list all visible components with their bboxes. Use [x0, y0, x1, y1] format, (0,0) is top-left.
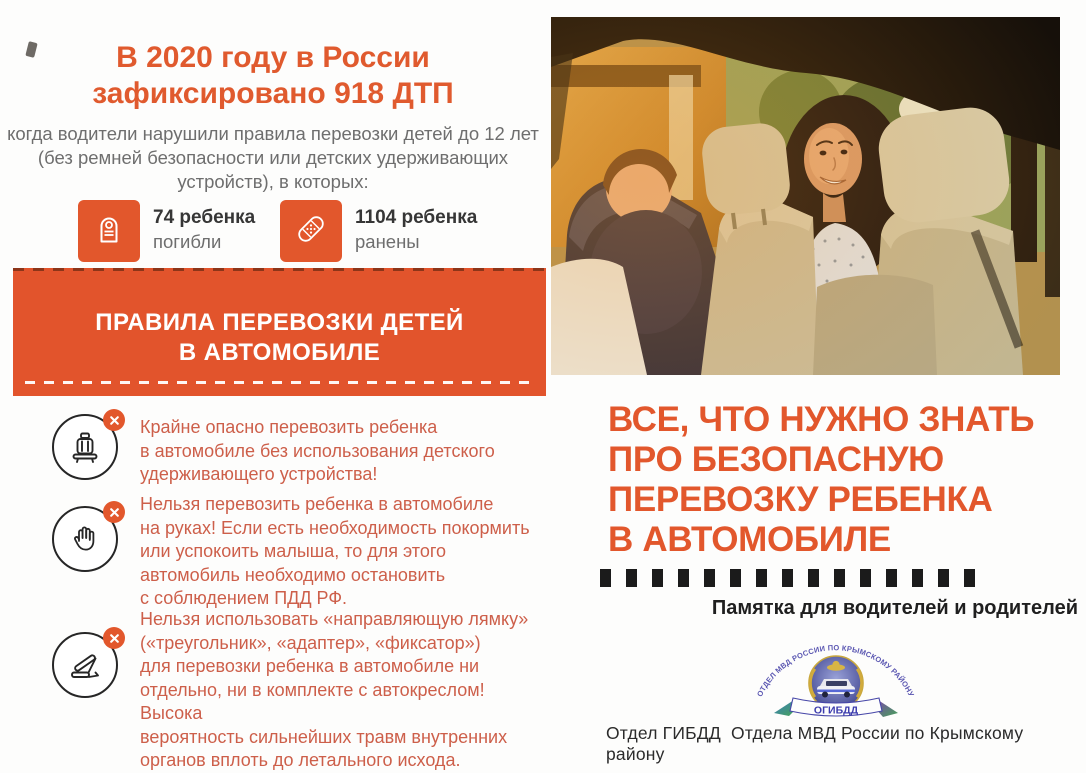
rule-2-text — [140, 493, 550, 611]
ogibdd-logo — [742, 636, 930, 726]
rule-3-text — [140, 608, 550, 773]
rule-line: Крайне опасно перевозить ребенка — [140, 417, 438, 437]
rule-line: на руках! Если есть необходимость покормить — [140, 517, 530, 538]
car-interior-photo — [551, 17, 1060, 375]
intro-line: устройств), в которых: — [177, 171, 369, 192]
stat-value: 74 ребенка — [153, 207, 256, 228]
rule-line: вероятность сильнейших травм внутренних — [140, 726, 508, 747]
rule-line: в автомобиле без использования детского — [140, 440, 495, 461]
rule-2-icon-wrap — [52, 506, 118, 572]
intro-text — [0, 122, 546, 194]
banner-title-line: В АВТОМОБИЛЕ — [178, 339, 381, 366]
right-headline-line: ПРО БЕЗОПАСНУЮ — [608, 440, 944, 479]
crosswalk-divider — [600, 569, 990, 587]
rules-banner-title — [13, 268, 546, 368]
cross-badge-icon — [103, 627, 125, 649]
rule-1-icon-wrap — [52, 414, 118, 480]
page-title-line: В 2020 году в России — [116, 41, 430, 74]
rule-1-text — [140, 416, 550, 487]
right-headline — [608, 400, 1078, 560]
rule-line: удерживающего устройства! — [140, 464, 378, 484]
intro-line: когда водители нарушили правила перевозки детей до 12 лет — [7, 123, 539, 144]
logo-arc-text: ОТДЕЛ МВД РОССИИ ПО КРЫМСКОМУ РАЙОНУ — [755, 643, 916, 699]
page-title-line: зафиксировано 918 ДТП — [92, 77, 454, 110]
footer-department: Отдел ГИБДД Отдела МВД России по Крымскому району — [606, 723, 1034, 764]
rule-line: для перевозки ребенка в автомобиле ни — [140, 656, 480, 676]
intro-line: (без ремней безопасности или детских удерживающих — [37, 147, 509, 168]
cross-badge-icon — [103, 409, 125, 431]
rules-banner — [13, 268, 546, 396]
rule-line: с соблюдением ПДД РФ. — [140, 588, 348, 608]
right-headline-line: ВСЕ, ЧТО НУЖНО ЗНАТЬ — [608, 400, 1035, 439]
cross-badge-icon — [103, 501, 125, 523]
right-headline-line: ПЕРЕВОЗКУ РЕБЕНКА — [608, 480, 993, 519]
rule-line: («треугольник», «адаптер», «фиксатор») — [140, 632, 481, 653]
stat-text — [355, 200, 477, 254]
stat-label: погибли — [153, 231, 222, 252]
banner-dashed-line — [25, 381, 534, 384]
right-headline-line: В АВТОМОБИЛЕ — [608, 520, 891, 559]
bandage-icon — [291, 209, 331, 254]
stat-value: 1104 ребенка — [355, 207, 478, 228]
tagline: Памятка для водителей и родителей — [711, 597, 1078, 619]
stat-died — [78, 200, 255, 262]
rule-line: Нельзя перевозить ребенка в автомобиле — [140, 494, 494, 514]
tombstone-icon — [89, 209, 129, 254]
stat-injured — [280, 200, 477, 262]
rule-line: или успокоить малыша, то для этого — [140, 541, 447, 561]
stat-tile — [78, 200, 140, 262]
stat-tile — [280, 200, 342, 262]
page-title — [0, 40, 546, 112]
stat-text — [153, 200, 255, 254]
stat-label: ранены — [355, 231, 420, 252]
rule-3-icon-wrap — [52, 632, 118, 698]
rule-line: отдельно, ни в комплекте с автокреслом! Высока — [140, 679, 485, 723]
banner-title-line: ПРАВИЛА ПЕРЕВОЗКИ ДЕТЕЙ — [95, 309, 464, 336]
banner-dashed-edge — [13, 268, 546, 271]
rule-line: органов вплоть до летального исхода. — [140, 750, 461, 770]
rule-line: автомобиль необходимо остановить — [140, 564, 446, 585]
rule-line: Нельзя использовать «направляющую лямку» — [140, 609, 529, 629]
logo-ribbon-text: ОГИБДД — [813, 704, 859, 717]
